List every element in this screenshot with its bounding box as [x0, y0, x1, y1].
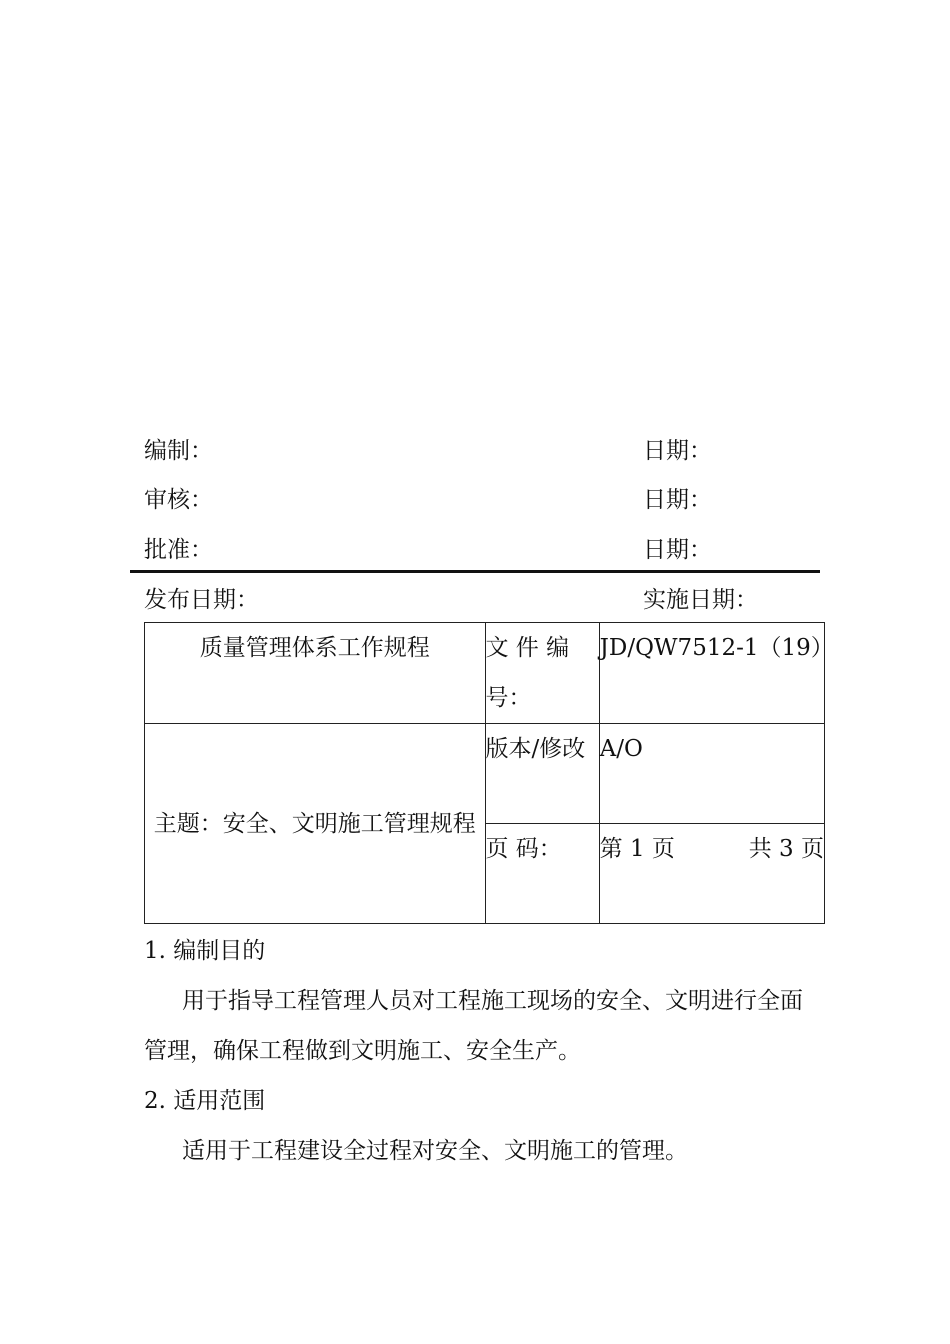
section-1-heading: 1. 编制目的: [144, 938, 266, 964]
system-title-cell: [145, 623, 486, 724]
release-date-label: 发布日期：: [144, 587, 259, 613]
version-label-cell: [485, 724, 599, 824]
doc-no-label: 文 件 编 号：: [485, 635, 570, 711]
doc-no-label-cell: [485, 623, 599, 724]
review-date-label: 日期：: [643, 487, 712, 513]
section-2-heading: 2. 适用范围: [144, 1088, 266, 1114]
page-value-cell: [599, 824, 824, 924]
subject-cell: [145, 724, 486, 924]
page-total: 共 3 页: [748, 836, 824, 862]
page-label: 页 码：: [485, 836, 562, 862]
compile-date-label: 日期：: [643, 438, 712, 464]
doc-no-value-cell: [599, 623, 834, 724]
version-value: A/O: [599, 736, 643, 762]
system-title: 质量管理体系工作规程: [199, 635, 430, 661]
section-1-body: 用于指导工程管理人员对工程施工现场的安全、文明进行全面管理，确保工程做到文明施工、安全生产。: [144, 988, 803, 1064]
divider-rule: [130, 570, 820, 573]
page-label-cell: [485, 824, 599, 924]
page-current: 第 1 页: [599, 836, 675, 862]
approve-label: 批准：: [144, 537, 213, 563]
effective-date-label: 实施日期：: [643, 587, 758, 613]
compile-label: 编制：: [144, 438, 213, 464]
version-label: 版本/修改: [485, 736, 586, 762]
section-2-body: 适用于工程建设全过程对安全、文明施工的管理。: [182, 1138, 688, 1164]
subject-text: 主题：安全、文明施工管理规程: [153, 810, 476, 837]
document-info-table: [144, 622, 834, 924]
approve-date-label: 日期：: [643, 537, 712, 563]
review-label: 审核：: [144, 487, 213, 513]
doc-no-value: JD/QW7512-1（19）: [599, 635, 834, 661]
version-value-cell: [599, 724, 824, 824]
